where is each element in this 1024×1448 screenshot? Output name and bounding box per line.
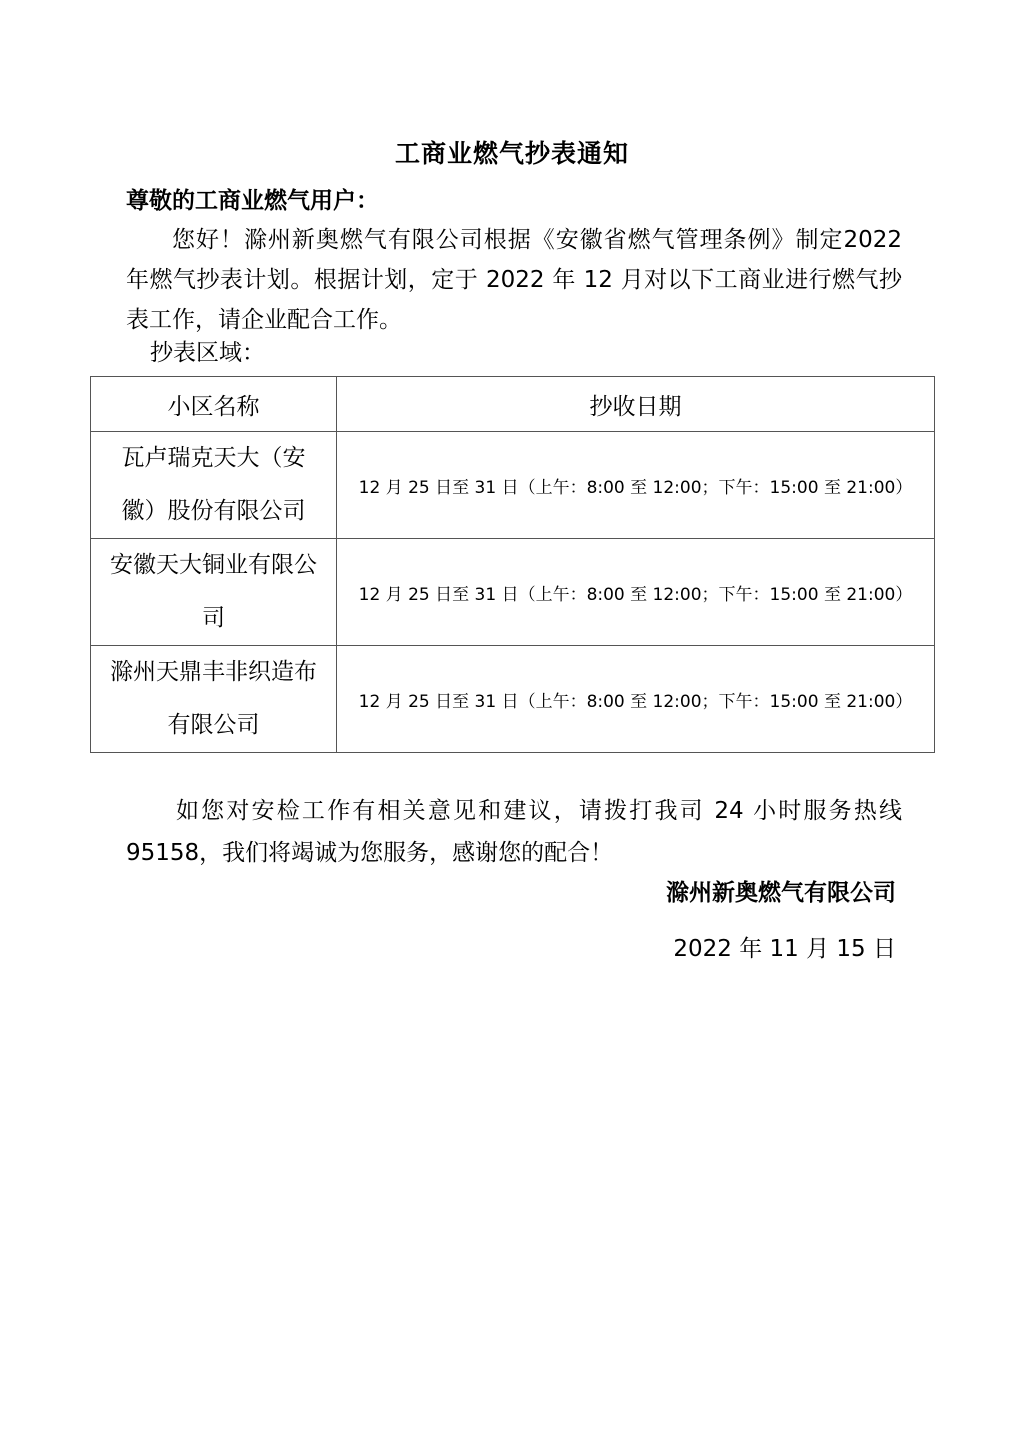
header-reading-date: 抄收日期	[337, 377, 935, 432]
company-name-cell: 滁州天鼎丰非织造布有限公司	[91, 646, 337, 753]
company-name-cell: 安徽天大铜业有限公司	[91, 539, 337, 646]
table-row	[91, 539, 935, 646]
closing-paragraph: 如您对安检工作有相关意见和建议，请拨打我司 24 小时服务热线 95158，我们将竭诚为您服务，感谢您的配合！	[126, 798, 902, 866]
company-name-cell: 瓦卢瑞克天大（安徽）股份有限公司	[91, 432, 337, 539]
table-row	[91, 646, 935, 753]
area-label: 抄表区域：	[150, 340, 265, 366]
document-title: 工商业燃气抄表通知	[394, 139, 629, 168]
reading-schedule-table	[90, 376, 935, 753]
reading-date-cell: 12 月 25 日至 31 日（上午：8:00 至 12:00；下午：15:00 至 21:00）	[337, 432, 935, 539]
issue-date: 2022 年 11 月 15 日	[673, 936, 896, 962]
intro-paragraph: 您好！滁州新奥燃气有限公司根据《安徽省燃气管理条例》制定2022 年燃气抄表计划。根据计划，定于 2022 年 12 月对以下工商业进行燃气抄表工作，请企业配合工作。	[126, 227, 902, 333]
company-signature: 滁州新奥燃气有限公司	[666, 880, 896, 906]
table-row	[91, 432, 935, 539]
header-community-name: 小区名称	[91, 377, 337, 432]
table-header-row	[91, 377, 935, 432]
reading-date-cell: 12 月 25 日至 31 日（上午：8:00 至 12:00；下午：15:00 至 21:00）	[337, 539, 935, 646]
salutation: 尊敬的工商业燃气用户：	[126, 188, 379, 214]
reading-date-cell: 12 月 25 日至 31 日（上午：8:00 至 12:00；下午：15:00 至 21:00）	[337, 646, 935, 753]
